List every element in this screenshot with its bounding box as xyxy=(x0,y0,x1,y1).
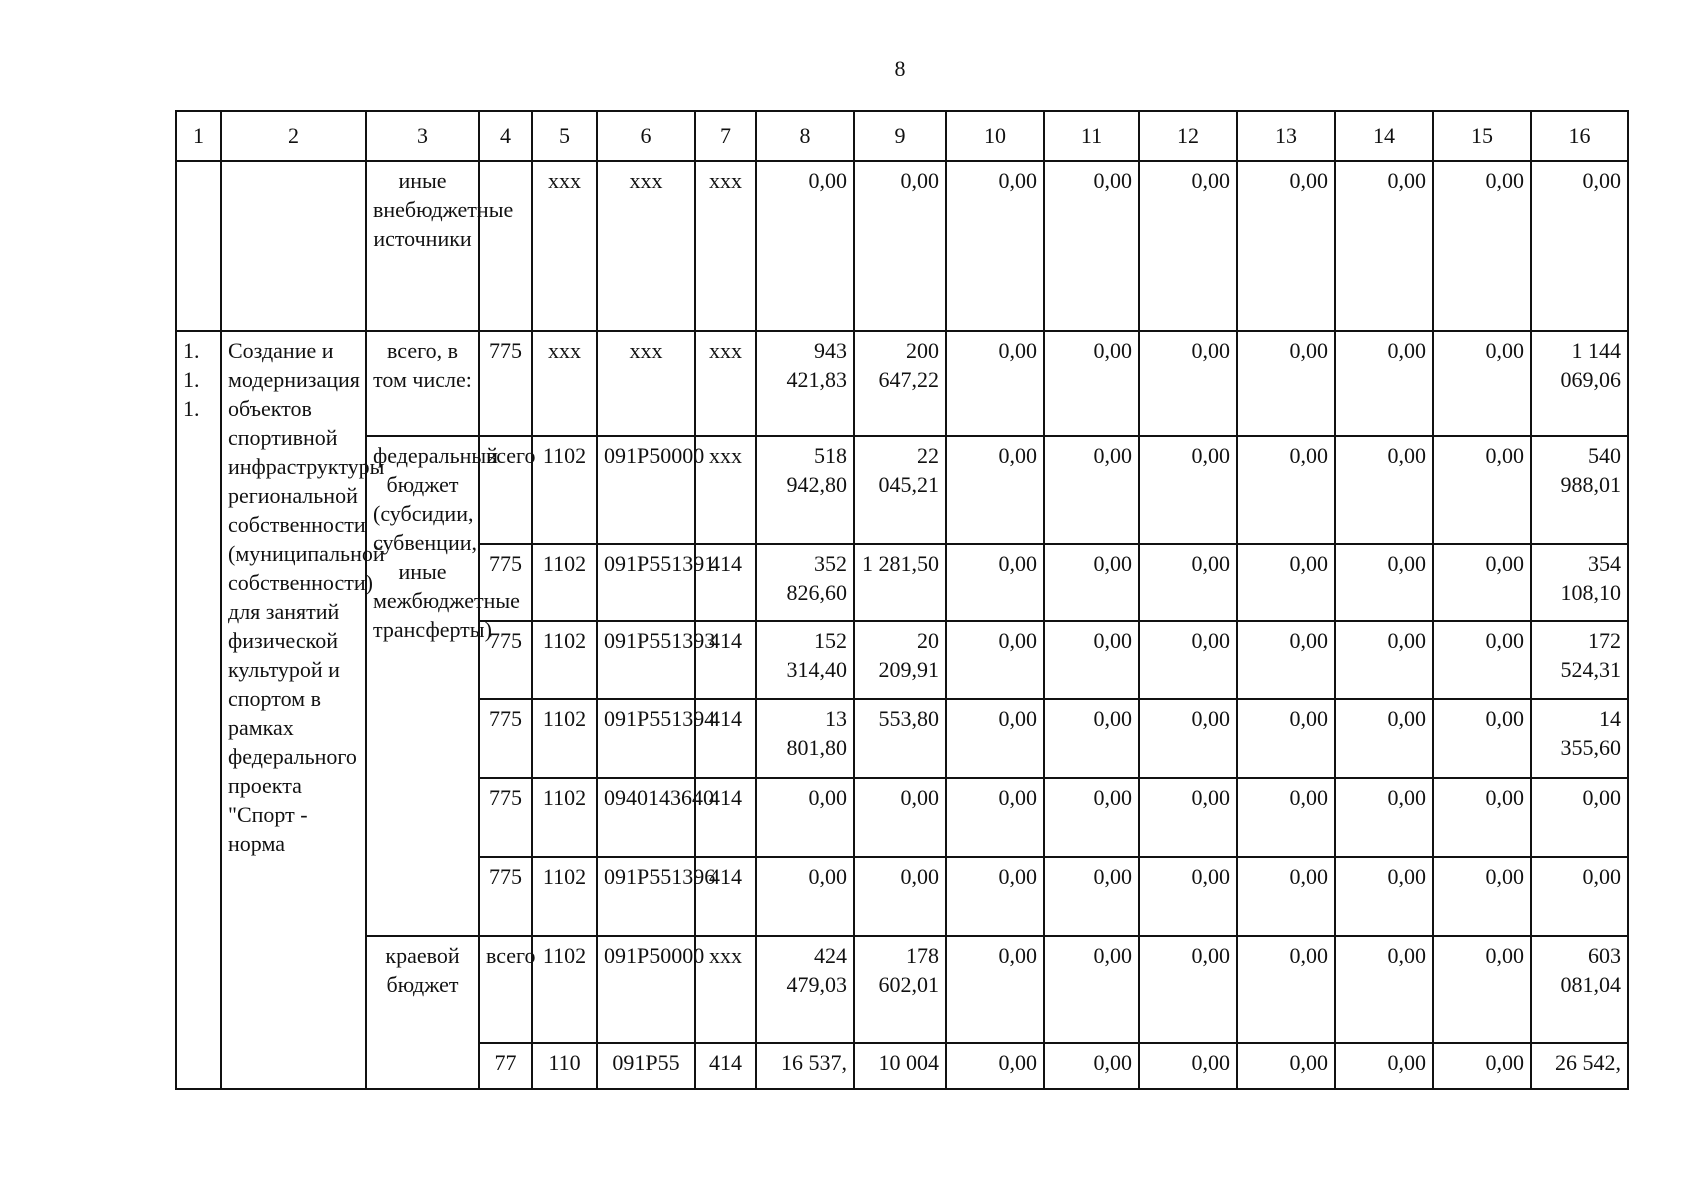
value-cell: 0,00 xyxy=(946,621,1044,700)
section-code-cell: 1102 xyxy=(532,857,597,936)
value-cell: 0,00 xyxy=(1237,161,1335,331)
value-cell: 518 942,80 xyxy=(756,436,854,544)
item-name-cell: Создание и модернизация объектов спортивной инфраструктуры региональной собственности (муниципальной собственности) для занятий физической культурой и спортом в рамках федерального проекта "Спорт - норма xyxy=(221,331,366,1089)
value-cell: 0,00 xyxy=(1044,161,1139,331)
budget-table xyxy=(175,110,1629,1090)
expense-type-cell: 414 xyxy=(695,621,756,700)
table-cell xyxy=(176,161,221,331)
value-cell: 0,00 xyxy=(756,857,854,936)
value-cell: 0,00 xyxy=(1044,778,1139,857)
value-cell: 0,00 xyxy=(1237,1043,1335,1089)
expense-type-cell: 414 xyxy=(695,857,756,936)
value-cell: 0,00 xyxy=(1237,436,1335,544)
table-row xyxy=(176,161,1628,331)
value-cell: 0,00 xyxy=(1335,621,1433,700)
value-cell: 0,00 xyxy=(1433,857,1531,936)
admin-code-cell: всего xyxy=(479,936,532,1044)
col-header: 7 xyxy=(695,111,756,161)
col-header: 16 xyxy=(1531,111,1628,161)
value-cell: 352 826,60 xyxy=(756,544,854,621)
col-header: 13 xyxy=(1237,111,1335,161)
value-cell: 0,00 xyxy=(756,778,854,857)
admin-code-cell: всего xyxy=(479,436,532,544)
table-row xyxy=(176,936,1628,1044)
value-cell: 0,00 xyxy=(946,331,1044,437)
expense-type-cell: 414 xyxy=(695,1043,756,1089)
value-cell: 0,00 xyxy=(946,699,1044,778)
target-code-cell: xxx xyxy=(597,331,695,437)
value-cell: 0,00 xyxy=(1237,936,1335,1044)
value-cell: 16 537, xyxy=(756,1043,854,1089)
value-cell: 0,00 xyxy=(1237,544,1335,621)
source-cell: федеральный бюджет (субсидии, субвенции, иные межбюджетные трансферты) xyxy=(366,436,479,935)
value-cell: 172 524,31 xyxy=(1531,621,1628,700)
value-cell: 0,00 xyxy=(946,161,1044,331)
value-cell: 0,00 xyxy=(1433,1043,1531,1089)
value-cell: 0,00 xyxy=(1139,1043,1237,1089)
col-header: 5 xyxy=(532,111,597,161)
value-cell: 26 542, xyxy=(1531,1043,1628,1089)
expense-type-cell: xxx xyxy=(695,331,756,437)
value-cell: 0,00 xyxy=(854,778,946,857)
admin-code-cell: 775 xyxy=(479,331,532,437)
col-header: 12 xyxy=(1139,111,1237,161)
value-cell: 0,00 xyxy=(1335,778,1433,857)
admin-code-cell: 775 xyxy=(479,699,532,778)
value-cell: 0,00 xyxy=(1433,936,1531,1044)
value-cell: 0,00 xyxy=(854,857,946,936)
value-cell: 540 988,01 xyxy=(1531,436,1628,544)
col-header: 1 xyxy=(176,111,221,161)
value-cell: 0,00 xyxy=(1044,436,1139,544)
value-cell: 0,00 xyxy=(1139,778,1237,857)
value-cell: 0,00 xyxy=(1139,161,1237,331)
expense-type-cell: 414 xyxy=(695,778,756,857)
section-code-cell: 1102 xyxy=(532,936,597,1044)
source-cell: иные внебюджетные источники xyxy=(366,161,479,331)
value-cell: 1 144 069,06 xyxy=(1531,331,1628,437)
value-cell: 0,00 xyxy=(1044,544,1139,621)
expense-type-cell: xxx xyxy=(695,161,756,331)
section-code-cell: xxx xyxy=(532,161,597,331)
col-header: 9 xyxy=(854,111,946,161)
value-cell: 0,00 xyxy=(1139,936,1237,1044)
col-header: 14 xyxy=(1335,111,1433,161)
value-cell: 0,00 xyxy=(1237,331,1335,437)
value-cell: 0,00 xyxy=(1433,161,1531,331)
value-cell: 0,00 xyxy=(1335,331,1433,437)
admin-code-cell xyxy=(479,161,532,331)
value-cell: 13 801,80 xyxy=(756,699,854,778)
value-cell: 14 355,60 xyxy=(1531,699,1628,778)
value-cell: 0,00 xyxy=(1433,699,1531,778)
value-cell: 200 647,22 xyxy=(854,331,946,437)
value-cell: 0,00 xyxy=(1044,1043,1139,1089)
value-cell: 0,00 xyxy=(1237,857,1335,936)
source-cell: краевой бюджет xyxy=(366,936,479,1089)
value-cell: 1 281,50 xyxy=(854,544,946,621)
value-cell: 0,00 xyxy=(1531,161,1628,331)
target-code-cell: xxx xyxy=(597,161,695,331)
value-cell: 354 108,10 xyxy=(1531,544,1628,621)
value-cell: 0,00 xyxy=(756,161,854,331)
value-cell: 0,00 xyxy=(946,778,1044,857)
section-code-cell: 110 xyxy=(532,1043,597,1089)
value-cell: 0,00 xyxy=(1044,331,1139,437)
value-cell: 0,00 xyxy=(1044,857,1139,936)
value-cell: 0,00 xyxy=(946,936,1044,1044)
section-code-cell: 1102 xyxy=(532,699,597,778)
admin-code-cell: 775 xyxy=(479,621,532,700)
value-cell: 0,00 xyxy=(1237,621,1335,700)
value-cell: 0,00 xyxy=(946,1043,1044,1089)
value-cell: 178 602,01 xyxy=(854,936,946,1044)
col-header: 10 xyxy=(946,111,1044,161)
header-row xyxy=(176,111,1628,161)
admin-code-cell: 775 xyxy=(479,544,532,621)
value-cell: 0,00 xyxy=(1433,621,1531,700)
admin-code-cell: 775 xyxy=(479,778,532,857)
value-cell: 0,00 xyxy=(1044,699,1139,778)
value-cell: 0,00 xyxy=(1139,331,1237,437)
value-cell: 553,80 xyxy=(854,699,946,778)
value-cell: 0,00 xyxy=(946,857,1044,936)
value-cell: 0,00 xyxy=(854,161,946,331)
value-cell: 0,00 xyxy=(1433,778,1531,857)
value-cell: 0,00 xyxy=(1433,544,1531,621)
value-cell: 0,00 xyxy=(1139,857,1237,936)
target-code-cell: 091P551391 xyxy=(597,544,695,621)
value-cell: 10 004 xyxy=(854,1043,946,1089)
target-code-cell: 091P50000 xyxy=(597,936,695,1044)
value-cell: 0,00 xyxy=(1531,857,1628,936)
value-cell: 0,00 xyxy=(1237,778,1335,857)
section-code-cell: 1102 xyxy=(532,621,597,700)
item-number-cell: 1. 1. 1. xyxy=(176,331,221,1089)
value-cell: 603 081,04 xyxy=(1531,936,1628,1044)
section-code-cell: 1102 xyxy=(532,778,597,857)
value-cell: 943 421,83 xyxy=(756,331,854,437)
value-cell: 0,00 xyxy=(1044,936,1139,1044)
table-cell xyxy=(221,161,366,331)
col-header: 11 xyxy=(1044,111,1139,161)
value-cell: 0,00 xyxy=(1335,544,1433,621)
value-cell: 0,00 xyxy=(1335,161,1433,331)
value-cell: 0,00 xyxy=(1335,936,1433,1044)
source-cell: всего, в том числе: xyxy=(366,331,479,437)
value-cell: 0,00 xyxy=(1139,621,1237,700)
table-row xyxy=(176,436,1628,544)
value-cell: 0,00 xyxy=(1531,778,1628,857)
page-number: 8 xyxy=(894,56,906,81)
target-code-cell: 091P50000 xyxy=(597,436,695,544)
value-cell: 0,00 xyxy=(1139,699,1237,778)
value-cell: 22 045,21 xyxy=(854,436,946,544)
value-cell: 0,00 xyxy=(1335,699,1433,778)
expense-type-cell: 414 xyxy=(695,544,756,621)
expense-type-cell: 414 xyxy=(695,699,756,778)
col-header: 4 xyxy=(479,111,532,161)
target-code-cell: 091P551396 xyxy=(597,857,695,936)
value-cell: 152 314,40 xyxy=(756,621,854,700)
col-header: 15 xyxy=(1433,111,1531,161)
value-cell: 0,00 xyxy=(1335,436,1433,544)
section-code-cell: 1102 xyxy=(532,436,597,544)
value-cell: 0,00 xyxy=(1139,436,1237,544)
section-code-cell: 1102 xyxy=(532,544,597,621)
col-header: 2 xyxy=(221,111,366,161)
target-code-cell: 091P55 xyxy=(597,1043,695,1089)
value-cell: 0,00 xyxy=(946,436,1044,544)
col-header: 3 xyxy=(366,111,479,161)
col-header: 8 xyxy=(756,111,854,161)
col-header: 6 xyxy=(597,111,695,161)
value-cell: 0,00 xyxy=(1335,857,1433,936)
value-cell: 424 479,03 xyxy=(756,936,854,1044)
value-cell: 0,00 xyxy=(946,544,1044,621)
target-code-cell: 091P551394 xyxy=(597,699,695,778)
expense-type-cell: xxx xyxy=(695,936,756,1044)
admin-code-cell: 77 xyxy=(479,1043,532,1089)
table-row xyxy=(176,331,1628,437)
value-cell: 0,00 xyxy=(1139,544,1237,621)
value-cell: 0,00 xyxy=(1237,699,1335,778)
expense-type-cell: xxx xyxy=(695,436,756,544)
target-code-cell: 091P551393 xyxy=(597,621,695,700)
value-cell: 20 209,91 xyxy=(854,621,946,700)
target-code-cell: 0940143640 xyxy=(597,778,695,857)
admin-code-cell: 775 xyxy=(479,857,532,936)
section-code-cell: xxx xyxy=(532,331,597,437)
value-cell: 0,00 xyxy=(1335,1043,1433,1089)
value-cell: 0,00 xyxy=(1433,436,1531,544)
value-cell: 0,00 xyxy=(1433,331,1531,437)
value-cell: 0,00 xyxy=(1044,621,1139,700)
